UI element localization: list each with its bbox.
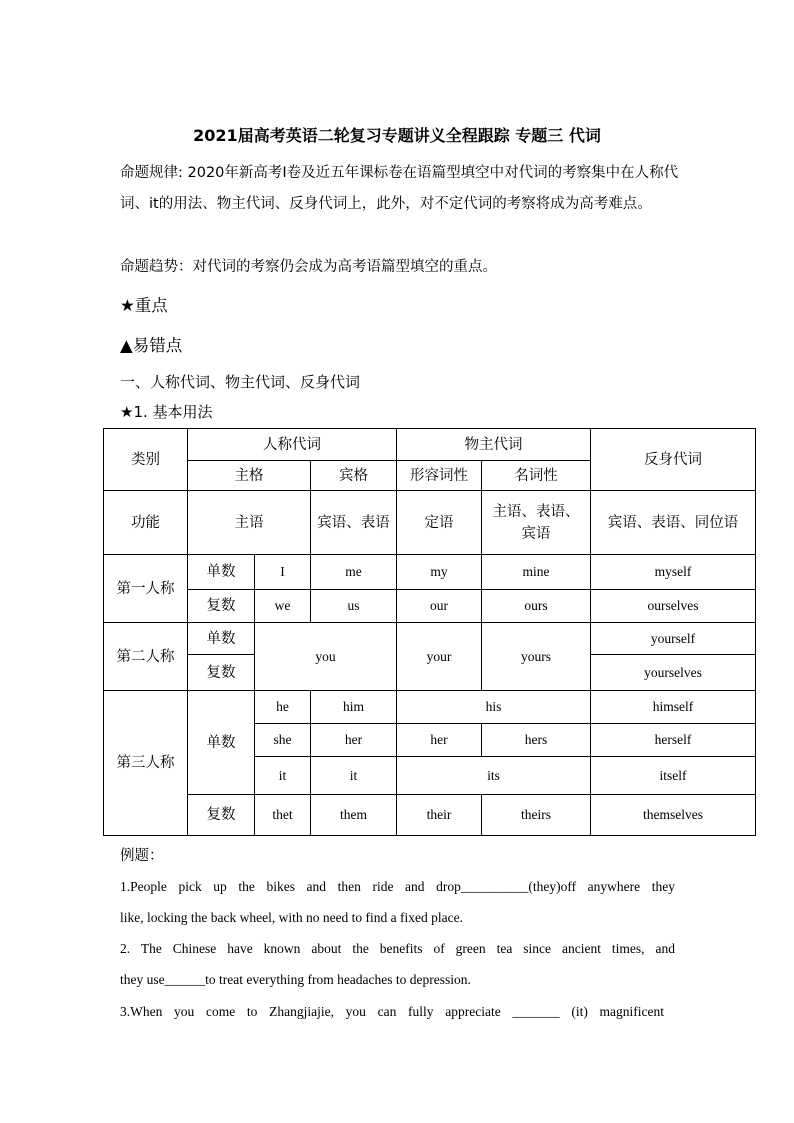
cell-pronoun: them [311,795,397,836]
cell-pronoun: yours [482,623,591,691]
cell-pronoun: yourselves [591,655,756,691]
example-line: 3.When you come to Zhangjiajie, you can fully appreciate _______ (it) magnificent [120,1004,664,1019]
header-reflexive-pronoun: 反身代词 [591,429,756,491]
cell-pronoun: me [311,555,397,590]
header-objective: 宾格 [311,461,397,491]
cell-pronoun: himself [591,691,756,724]
cell-pronoun: it [255,757,311,795]
function-subjective: 主语 [188,491,311,555]
cell-pronoun: herself [591,724,756,757]
cell-pronoun: yourself [591,623,756,655]
function-adjective: 定语 [397,491,482,555]
examples-label: 例题： [120,848,164,864]
header-adjective: 形容词性 [397,461,482,491]
function-objective: 宾语、表语 [311,491,397,555]
cell-pronoun: she [255,724,311,757]
page-title: 2021届高考英语二轮复习专题讲义全程跟踪 专题三 代词 [193,126,601,145]
cell-pronoun: mine [482,555,591,590]
plural-label: 复数 [188,795,255,836]
plural-label: 复数 [188,590,255,623]
cell-pronoun: her [311,724,397,757]
header-personal-pronoun: 人称代词 [188,429,397,461]
cell-pronoun: our [397,590,482,623]
singular-label: 单数 [188,623,255,655]
example-line: 1.People pick up the bikes and then ride and drop__________(they)off anywhere they [120,879,675,894]
cell-pronoun: myself [591,555,756,590]
intro-trend: 命题趋势：对代词的考察仍会成为高考语篇型填空的重点。 [120,259,497,275]
cell-pronoun: his [397,691,591,724]
plural-label: 复数 [188,655,255,691]
cell-pronoun: my [397,555,482,590]
header-noun: 名词性 [482,461,591,491]
example-line: they use______to treat everything from headaches to depression. [120,972,471,987]
cell-pronoun: it [311,757,397,795]
cell-pronoun: its [397,757,591,795]
cell-pronoun: their [397,795,482,836]
row-first-person: 第一人称 [104,555,188,623]
cell-pronoun: I [255,555,311,590]
cell-pronoun: itself [591,757,756,795]
heading-key: ★重点 [120,296,168,315]
row-third-person: 第三人称 [104,691,188,836]
header-possessive-pronoun: 物主代词 [397,429,591,461]
pronoun-table [103,428,756,836]
subsection-heading: ★1. 基本用法 [120,403,213,421]
function-label: 功能 [104,491,188,555]
cell-pronoun: themselves [591,795,756,836]
cell-pronoun: her [397,724,482,757]
function-reflexive: 宾语、表语、同位语 [591,491,756,555]
row-second-person: 第二人称 [104,623,188,691]
cell-pronoun: we [255,590,311,623]
singular-label: 单数 [188,691,255,795]
cell-pronoun: ours [482,590,591,623]
header-subjective: 主格 [188,461,311,491]
function-noun: 主语、表语、宾语 [482,491,591,555]
intro-rule: 命题规律: 2020年新高考Ⅰ卷及近五年课标卷在语篇型填空中对代词的考察集中在人称代词、it的用法、物主代词、反身代词上，此外，对不定代词的考察将成为高考难点。 [120,165,679,212]
section-heading: 一、人称代词、物主代词、反身代词 [120,373,361,391]
header-category: 类别 [104,429,188,491]
example-line: like, locking the back wheel, with no need to find a fixed place. [120,910,464,925]
cell-pronoun: you [255,623,397,691]
cell-pronoun: theirs [482,795,591,836]
cell-pronoun: ourselves [591,590,756,623]
example-line: 2. The Chinese have known about the benefits of green tea since ancient times, and [120,941,675,956]
cell-pronoun: hers [482,724,591,757]
cell-pronoun: us [311,590,397,623]
heading-error-prone: ▲易错点 [120,336,183,355]
cell-pronoun: your [397,623,482,691]
cell-pronoun: he [255,691,311,724]
cell-pronoun: thet [255,795,311,836]
singular-label: 单数 [188,555,255,590]
cell-pronoun: him [311,691,397,724]
